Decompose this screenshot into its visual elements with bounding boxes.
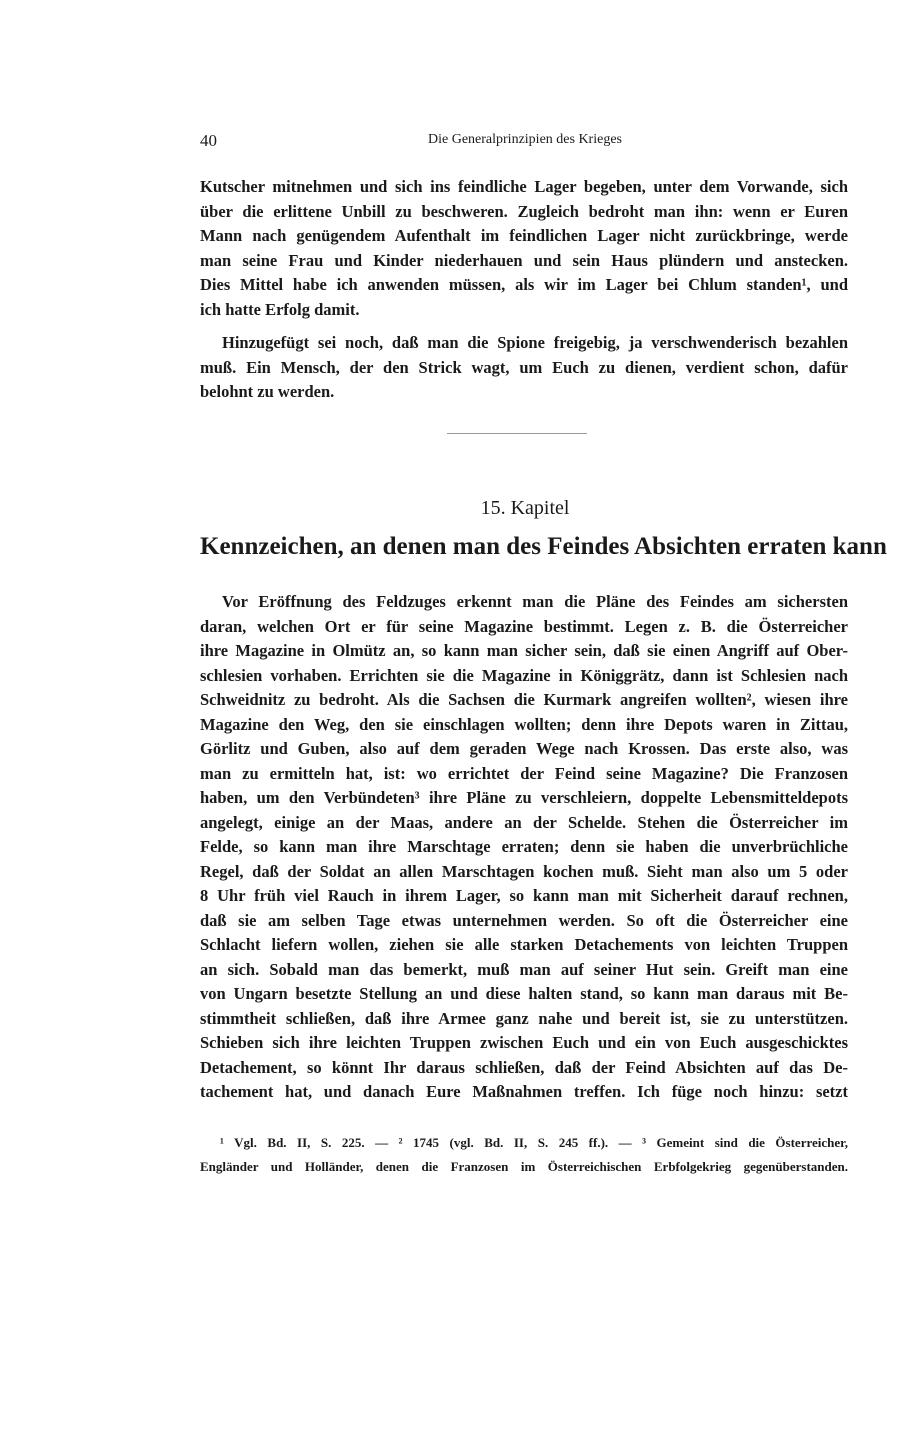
text-line: schlesien vorhaben. Errichten sie die Magazine in Königgrätz, dann ist Schlesien nach [200,665,848,685]
text-line: Felde, so kann man ihre Marschtage erraten; denn sie haben die unverbrüchliche [200,837,848,856]
paragraph-1 [200,175,848,322]
chapter-title: Kennzeichen, an denen man des Feindes Absichten erraten kann [200,533,887,560]
footnote-line: Engländer und Holländer, denen die Franzosen im Österreichischen Erbfolgekrieg gegenüberstanden. [200,1159,848,1174]
footnote-line: ¹ Vgl. Bd. II, S. 225. — ² 1745 (vgl. Bd. II, S. 245 ff.). — ³ Gemeint sind die Österreicher, [220,1135,848,1150]
text-line: stimmtheit schließen, daß ihre Armee ganz nahe und bereit ist, sie zu unterstützen. [200,1008,848,1028]
paragraph-2 [200,331,848,405]
text-line: von Ungarn besetzte Stellung an und diese halten stand, so kann man daraus mit Be- [200,984,848,1003]
text-line: angelegt, einige an der Maas, andere an der Schelde. Stehen die Österreicher im [200,812,848,832]
text-line: Kutscher mitnehmen und sich ins feindliche Lager begeben, unter dem Vorwande, sich [200,177,848,196]
text-line: an sich. Sobald man das bemerkt, muß man auf seiner Hut sein. Greift man eine [200,959,848,979]
text-line: Schieben sich ihre leichten Truppen zwischen Euch und ein von Euch ausgeschicktes [200,1033,848,1052]
text-line: Dies Mittel habe ich anwenden müssen, als wir im Lager bei Chlum standen¹, und [200,275,848,294]
text-line: belohnt zu werden. [200,382,335,401]
text-line: 8 Uhr früh viel Rauch in ihrem Lager, so kann man mit Sicherheit darauf rechnen, [200,886,848,905]
text-line: Görlitz und Guben, also auf dem geraden Wege nach Krossen. Das erste also, was [200,739,848,758]
text-line: Mann nach genügendem Aufenthalt im feindlichen Lager nicht zurückbringe, werde [200,226,848,245]
text-line: Hinzugefügt sei noch, daß man die Spione freigebig, ja verschwenderisch bezahlen [222,333,848,352]
text-line: daß sie am selben Tage etwas unternehmen werden. So oft die Österreicher eine [200,910,848,930]
text-line: daran, welchen Ort er für seine Magazine bestimmt. Legen z. B. die Österreicher [200,616,848,636]
text-line: Vor Eröffnung des Feldzuges erkennt man die Pläne des Feindes am sichersten [222,592,848,611]
text-line: Detachement, so könnt Ihr daraus schließen, daß der Feind Absichten auf das De- [200,1057,848,1077]
text-line: ich hatte Erfolg damit. [200,299,360,319]
text-line: haben, um den Verbündeten³ ihre Pläne zu verschleiern, doppelte Lebensmitteldepots [200,788,848,807]
text-line: Regel, daß der Soldat an allen Marschtagen kochen muß. Sieht man also um 5 oder [200,861,848,881]
footnotes [200,1131,848,1179]
text-line: tachement hat, und danach Eure Maßnahmen treffen. Ich füge noch hinzu: setzt [200,1082,848,1101]
text-line: muß. Ein Mensch, der den Strick wagt, um Euch zu dienen, verdient schon, dafür [200,357,848,377]
text-line: ihre Magazine in Olmütz an, so kann man sicher sein, daß sie einen Angriff auf Ober- [200,641,848,660]
text-line: Schlacht liefern wollen, ziehen sie alle starken Detachements von leichten Truppen [200,935,848,954]
text-line: man seine Frau und Kinder niederhauen und sein Haus plündern und anstecken. [200,250,848,270]
text-line: Magazine den Weg, den sie einschlagen wollten; denn ihre Depots waren in Zittau, [200,714,848,734]
chapter-number: 15. Kapitel [480,497,570,519]
chapter-paragraph [200,590,848,1105]
text-line: über die erlittene Unbill zu beschweren. Zugleich bedroht man ihn: wenn er Euren [200,201,848,221]
running-title: Die Generalprinzipien des Krieges [428,132,622,147]
page-number: 40 [200,131,217,150]
text-line: Schweidnitz zu bedroht. Als die Sachsen die Kurmark angreifen wollten², wiesen ihre [200,690,848,709]
text-line: man zu ermitteln hat, ist: wo errichtet der Feind seine Magazine? Die Franzosen [200,763,848,783]
section-divider [447,433,587,434]
